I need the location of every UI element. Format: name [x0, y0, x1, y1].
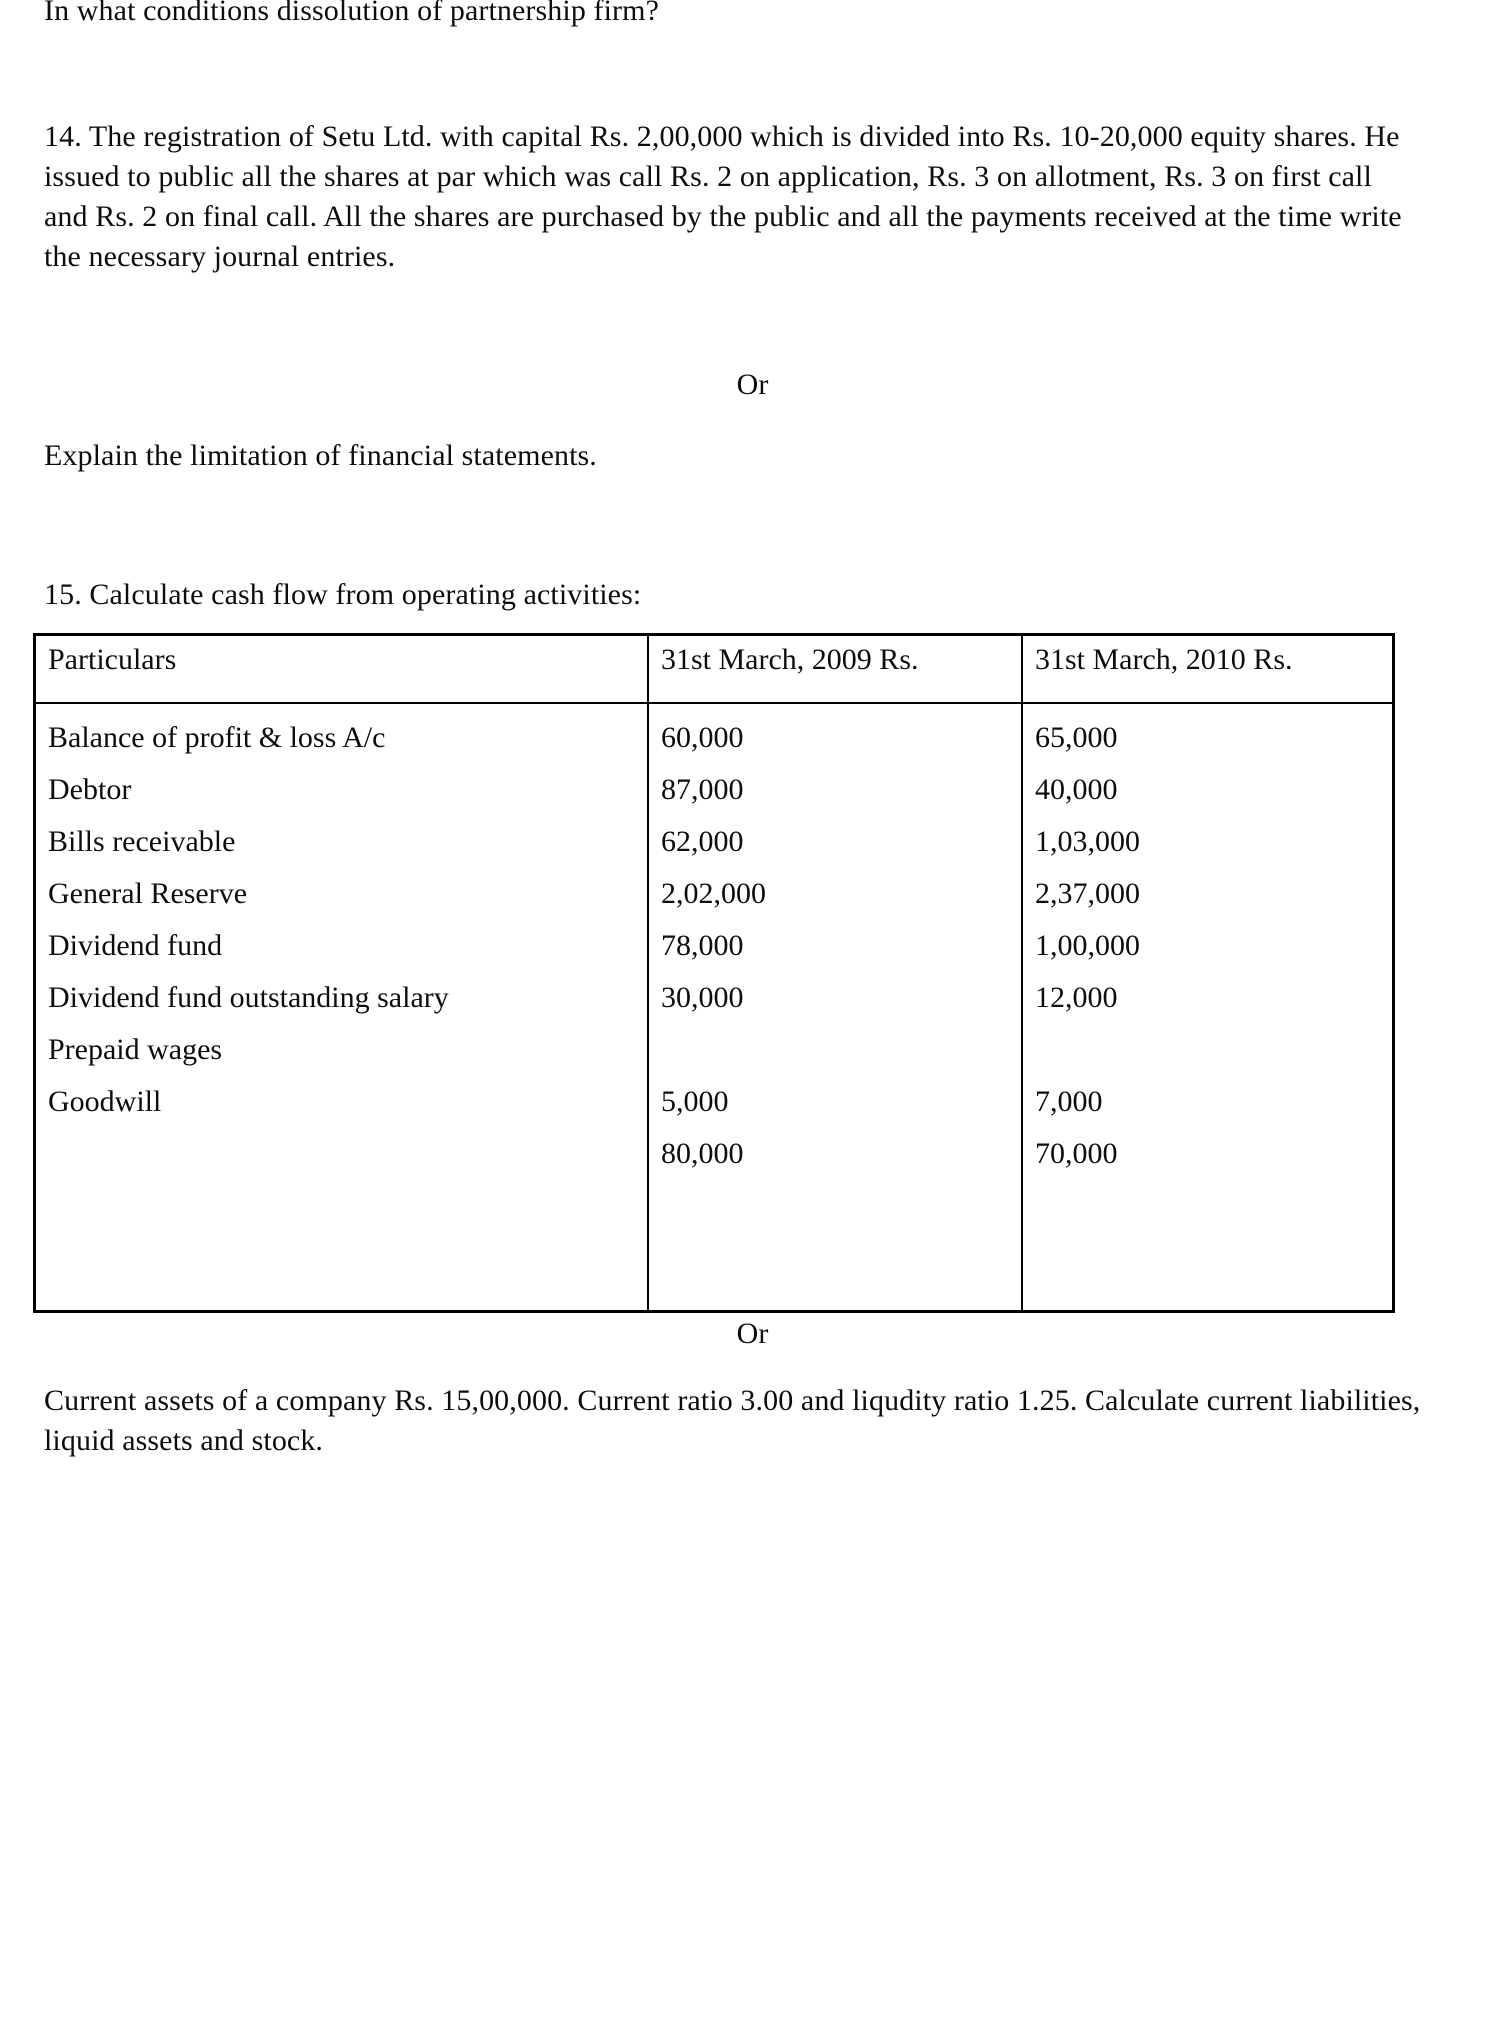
table-cell: 12,000: [1035, 981, 1118, 1014]
table-row: Debtor: [48, 773, 132, 806]
table-row: Bills receivable: [48, 825, 236, 858]
table-cell: 80,000: [661, 1137, 744, 1170]
table-cell: 87,000: [661, 773, 744, 806]
table-cell: 2,02,000: [661, 877, 766, 910]
or-label-1: Or: [736, 368, 769, 401]
table-cell: 70,000: [1035, 1137, 1118, 1170]
table-rows-2009: [649, 704, 1021, 1310]
or-label-2: Or: [736, 1317, 769, 1350]
table-row: [48, 1128, 647, 1180]
table-cell: 60,000: [661, 721, 744, 754]
table-row: Goodwill: [48, 1085, 162, 1118]
question-15-alternative-text: Current assets of a company Rs. 15,00,000. Current ratio 3.00 and liqudity ratio 1.25. Calculate current liabilities, liquid assets and stock.: [44, 1384, 1421, 1457]
table-row: Prepaid wages: [48, 1033, 223, 1066]
table-column-particulars: [36, 636, 647, 1310]
table-cell: 62,000: [661, 825, 744, 858]
table-header-2009: 31st March, 2009 Rs.: [661, 643, 919, 676]
table-cell: [1035, 1024, 1396, 1076]
table-row: Balance of profit & loss A/c: [48, 721, 386, 754]
table-rows-particulars: [36, 704, 647, 1310]
question-14-alternative-text: Explain the limitation of financial statements.: [44, 439, 597, 472]
table-row: General Reserve: [48, 877, 248, 910]
table-header-2010: 31st March, 2010 Rs.: [1035, 643, 1293, 676]
table-cell: 2,37,000: [1035, 877, 1140, 910]
table-cell: 7,000: [1035, 1085, 1103, 1118]
table-rows-2010: [1023, 704, 1396, 1310]
table-row: Dividend fund outstanding salary: [48, 981, 449, 1014]
table-cell: 40,000: [1035, 773, 1118, 806]
cash-flow-table: [33, 633, 1395, 1313]
table-cell: 78,000: [661, 929, 744, 962]
question-15-text: 15. Calculate cash flow from operating activities:: [44, 578, 642, 611]
table-cell: 65,000: [1035, 721, 1118, 754]
table-cell: 1,03,000: [1035, 825, 1140, 858]
table-column-2009: [649, 636, 1021, 1310]
top-question-text: In what conditions dissolution of partnership firm?: [44, 0, 660, 27]
table-cell: 5,000: [661, 1085, 729, 1118]
table-header-particulars: Particulars: [48, 643, 177, 676]
table-cell: 1,00,000: [1035, 929, 1140, 962]
table-row: Dividend fund: [48, 929, 223, 962]
table-cell: [661, 1024, 1021, 1076]
question-14-text: 14. The registration of Setu Ltd. with capital Rs. 2,00,000 which is divided into Rs. 10-20,000 equity shares. He issued to public all the shares at par which was call Rs. 2 on application, Rs. 3 on allotment, Rs. 3 on first call and Rs. 2 on final call. All the shares are purchased by the public and all the payments received at the time write the necessary journal entries.: [44, 120, 1402, 273]
table-column-2010: [1023, 636, 1396, 1310]
table-cell: 30,000: [661, 981, 744, 1014]
